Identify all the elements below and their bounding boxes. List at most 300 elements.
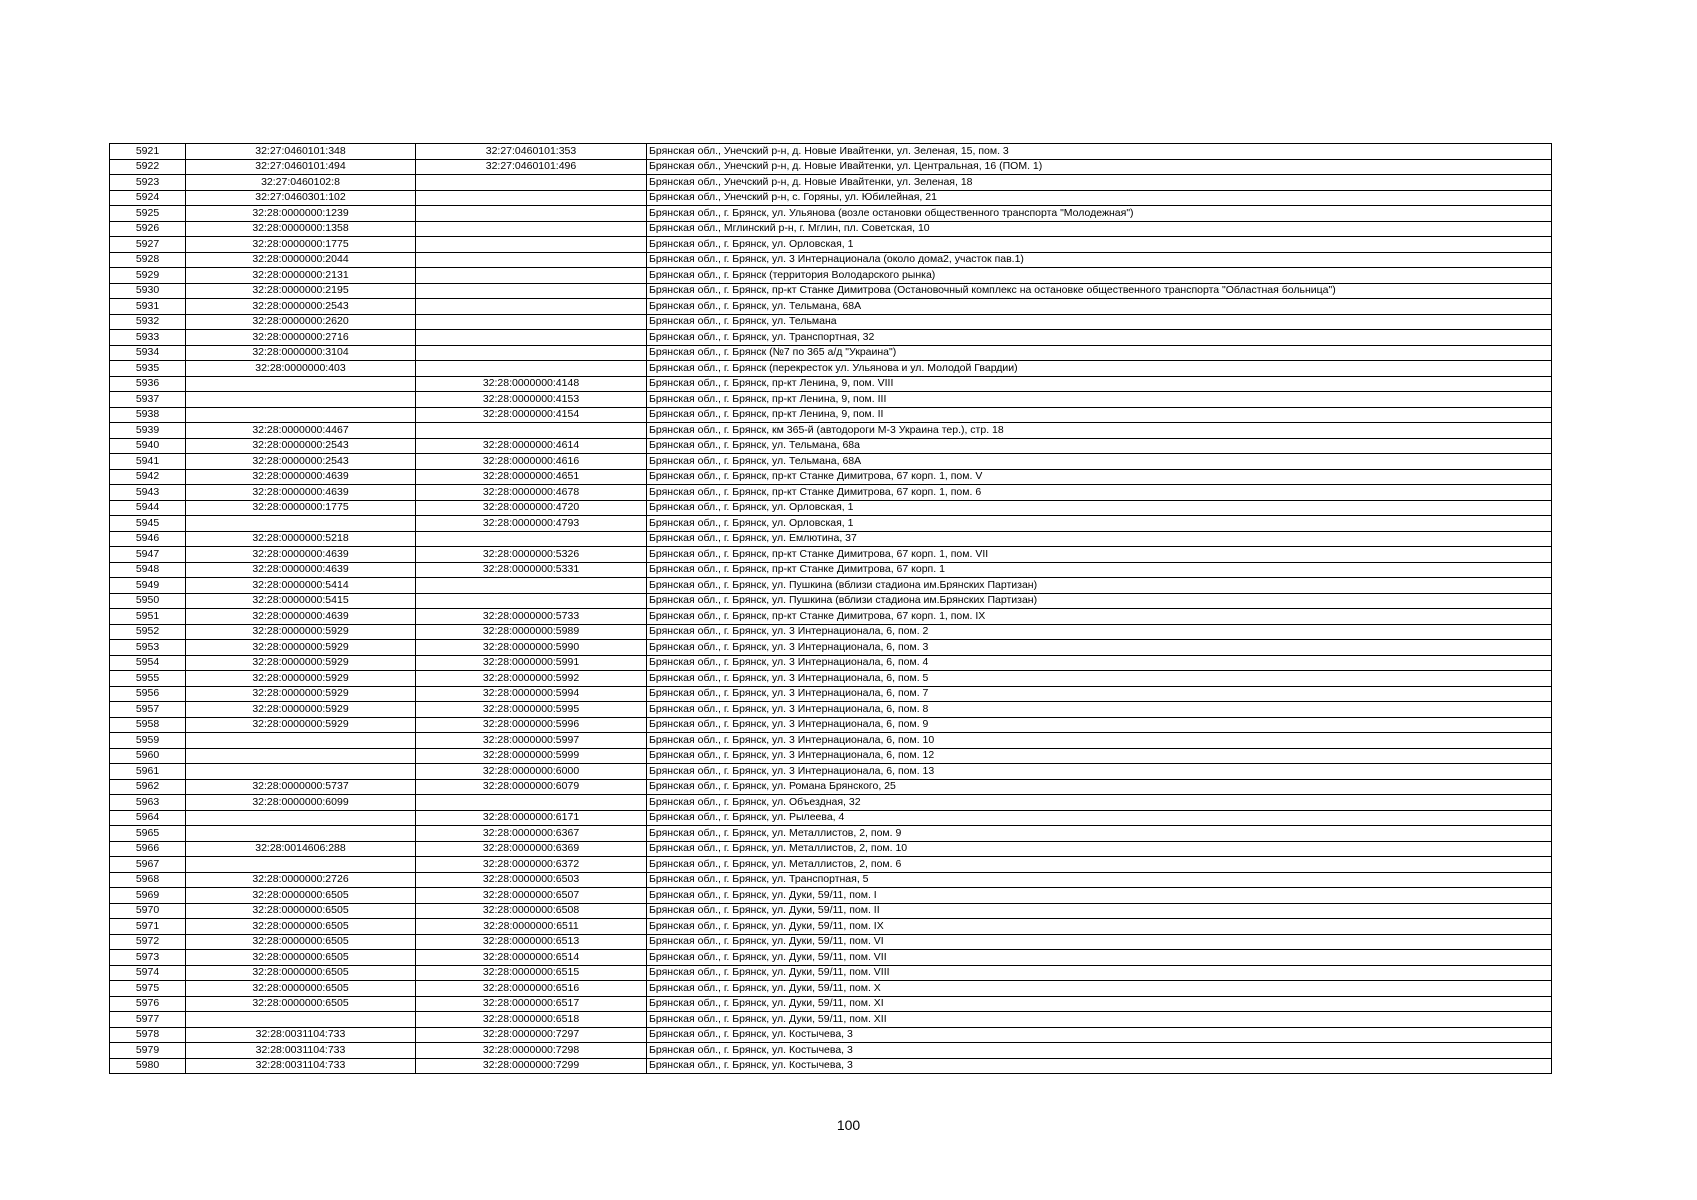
row-number-cell: 5925 bbox=[110, 206, 186, 222]
table-row bbox=[110, 345, 1552, 361]
cadastral-number-cell bbox=[186, 407, 416, 423]
table-row bbox=[110, 144, 1552, 160]
cadastral-number-cell: 32:28:0000000:4467 bbox=[186, 423, 416, 439]
address-cell: Брянская обл., г. Брянск, ул. Транспортная, 32 bbox=[647, 330, 1552, 346]
address-cell: Брянская обл., г. Брянск, ул. Емлютина, 37 bbox=[647, 531, 1552, 547]
table-row bbox=[110, 671, 1552, 687]
cadastral-number-cell: 32:28:0000000:2543 bbox=[186, 454, 416, 470]
row-number-cell: 5966 bbox=[110, 841, 186, 857]
row-number-cell: 5950 bbox=[110, 593, 186, 609]
table-row bbox=[110, 376, 1552, 392]
cadastral-number-cell: 32:28:0000000:5929 bbox=[186, 655, 416, 671]
table-row bbox=[110, 438, 1552, 454]
table-row bbox=[110, 237, 1552, 253]
table-row bbox=[110, 919, 1552, 935]
cadastral-number-cell: 32:28:0000000:5414 bbox=[186, 578, 416, 594]
cadastral-number-cell bbox=[186, 810, 416, 826]
address-cell: Брянская обл., г. Брянск, ул. 3 Интернационала, 6, пом. 9 bbox=[647, 717, 1552, 733]
object-cadastral-number-cell bbox=[416, 795, 647, 811]
table-row bbox=[110, 857, 1552, 873]
row-number-cell: 5968 bbox=[110, 872, 186, 888]
address-cell: Брянская обл., г. Брянск, ул. Дуки, 59/11, пом. II bbox=[647, 903, 1552, 919]
row-number-cell: 5924 bbox=[110, 190, 186, 206]
cadastral-number-cell: 32:28:0000000:6505 bbox=[186, 981, 416, 997]
row-number-cell: 5926 bbox=[110, 221, 186, 237]
cadastral-number-cell: 32:28:0000000:1775 bbox=[186, 237, 416, 253]
object-cadastral-number-cell: 32:27:0460101:353 bbox=[416, 144, 647, 160]
row-number-cell: 5934 bbox=[110, 345, 186, 361]
address-cell: Брянская обл., г. Брянск, пр-кт Ленина, 9, пом. VIII bbox=[647, 376, 1552, 392]
address-cell: Брянская обл., г. Брянск, ул. Орловская, 1 bbox=[647, 500, 1552, 516]
table-row bbox=[110, 1043, 1552, 1059]
row-number-cell: 5965 bbox=[110, 826, 186, 842]
object-cadastral-number-cell: 32:28:0000000:4793 bbox=[416, 516, 647, 532]
object-cadastral-number-cell: 32:28:0000000:6367 bbox=[416, 826, 647, 842]
table-row bbox=[110, 950, 1552, 966]
object-cadastral-number-cell: 32:28:0000000:6503 bbox=[416, 872, 647, 888]
table-row bbox=[110, 485, 1552, 501]
table-row bbox=[110, 423, 1552, 439]
object-cadastral-number-cell bbox=[416, 423, 647, 439]
cadastral-number-cell: 32:28:0000000:6505 bbox=[186, 903, 416, 919]
row-number-cell: 5930 bbox=[110, 283, 186, 299]
row-number-cell: 5953 bbox=[110, 640, 186, 656]
object-cadastral-number-cell bbox=[416, 299, 647, 315]
address-cell: Брянская обл., г. Брянск, ул. 3 Интернационала, 6, пом. 2 bbox=[647, 624, 1552, 640]
address-cell: Брянская обл., г. Брянск, ул. 3 Интернационала, 6, пом. 7 bbox=[647, 686, 1552, 702]
object-cadastral-number-cell: 32:28:0000000:5326 bbox=[416, 547, 647, 563]
cadastral-number-cell: 32:28:0000000:1239 bbox=[186, 206, 416, 222]
object-cadastral-number-cell: 32:28:0000000:4651 bbox=[416, 469, 647, 485]
table-row bbox=[110, 361, 1552, 377]
cadastral-number-cell: 32:28:0000000:6505 bbox=[186, 950, 416, 966]
cadastral-number-cell bbox=[186, 748, 416, 764]
row-number-cell: 5979 bbox=[110, 1043, 186, 1059]
object-cadastral-number-cell: 32:28:0000000:7298 bbox=[416, 1043, 647, 1059]
object-cadastral-number-cell: 32:28:0000000:4616 bbox=[416, 454, 647, 470]
object-cadastral-number-cell: 32:28:0000000:6514 bbox=[416, 950, 647, 966]
row-number-cell: 5923 bbox=[110, 175, 186, 191]
register-table-body bbox=[110, 144, 1552, 1074]
object-cadastral-number-cell bbox=[416, 531, 647, 547]
table-row bbox=[110, 965, 1552, 981]
address-cell: Брянская обл., г. Брянск, ул. Тельмана, 68А bbox=[647, 299, 1552, 315]
row-number-cell: 5955 bbox=[110, 671, 186, 687]
row-number-cell: 5957 bbox=[110, 702, 186, 718]
address-cell: Брянская обл., г. Брянск, пр-кт Ленина, 9, пом. II bbox=[647, 407, 1552, 423]
object-cadastral-number-cell: 32:28:0000000:4614 bbox=[416, 438, 647, 454]
row-number-cell: 5980 bbox=[110, 1058, 186, 1074]
object-cadastral-number-cell: 32:28:0000000:6372 bbox=[416, 857, 647, 873]
table-row bbox=[110, 175, 1552, 191]
table-row bbox=[110, 841, 1552, 857]
cadastral-number-cell bbox=[186, 857, 416, 873]
object-cadastral-number-cell bbox=[416, 221, 647, 237]
cadastral-number-cell: 32:27:0460101:494 bbox=[186, 159, 416, 175]
page-number: 100 bbox=[836, 1117, 861, 1133]
table-row bbox=[110, 562, 1552, 578]
address-cell: Брянская обл., г. Брянск, пр-кт Станке Димитрова, 67 корп. 1, пом. VII bbox=[647, 547, 1552, 563]
address-cell: Брянская обл., г. Брянск, пр-кт Станке Димитрова, 67 корп. 1, пом. IX bbox=[647, 609, 1552, 625]
object-cadastral-number-cell: 32:27:0460101:496 bbox=[416, 159, 647, 175]
cadastral-number-cell bbox=[186, 516, 416, 532]
table-row bbox=[110, 903, 1552, 919]
row-number-cell: 5941 bbox=[110, 454, 186, 470]
cadastral-number-cell bbox=[186, 826, 416, 842]
row-number-cell: 5971 bbox=[110, 919, 186, 935]
object-cadastral-number-cell bbox=[416, 237, 647, 253]
cadastral-number-cell: 32:28:0000000:5929 bbox=[186, 717, 416, 733]
address-cell: Брянская обл., Унечский р-н, д. Новые Ивайтенки, ул. Зеленая, 15, пом. 3 bbox=[647, 144, 1552, 160]
table-row bbox=[110, 392, 1552, 408]
address-cell: Брянская обл., г. Брянск, ул. 3 Интернационала, 6, пом. 3 bbox=[647, 640, 1552, 656]
address-cell: Брянская обл., г. Брянск, ул. Тельмана, 68а bbox=[647, 438, 1552, 454]
object-cadastral-number-cell bbox=[416, 330, 647, 346]
row-number-cell: 5970 bbox=[110, 903, 186, 919]
table-row bbox=[110, 810, 1552, 826]
table-row bbox=[110, 748, 1552, 764]
address-cell: Брянская обл., г. Брянск (территория Володарского рынка) bbox=[647, 268, 1552, 284]
address-cell: Брянская обл., г. Брянск, км 365-й (автодороги М-3 Украина тер.), стр. 18 bbox=[647, 423, 1552, 439]
address-cell: Брянская обл., г. Брянск, ул. Пушкина (вблизи стадиона им.Брянских Партизан) bbox=[647, 578, 1552, 594]
table-row bbox=[110, 702, 1552, 718]
table-row bbox=[110, 888, 1552, 904]
address-cell: Брянская обл., г. Брянск, пр-кт Станке Димитрова (Остановочный комплекс на остановке общественного транспорта "Областная больница") bbox=[647, 283, 1552, 299]
object-cadastral-number-cell: 32:28:0000000:6515 bbox=[416, 965, 647, 981]
address-cell: Брянская обл., г. Брянск, ул. Костычева, 3 bbox=[647, 1043, 1552, 1059]
table-row bbox=[110, 795, 1552, 811]
object-cadastral-number-cell: 32:28:0000000:4720 bbox=[416, 500, 647, 516]
row-number-cell: 5931 bbox=[110, 299, 186, 315]
cadastral-number-cell: 32:28:0000000:403 bbox=[186, 361, 416, 377]
table-row bbox=[110, 268, 1552, 284]
object-cadastral-number-cell bbox=[416, 283, 647, 299]
object-cadastral-number-cell: 32:28:0000000:4678 bbox=[416, 485, 647, 501]
address-cell: Брянская обл., г. Брянск, ул. Металлистов, 2, пом. 9 bbox=[647, 826, 1552, 842]
cadastral-number-cell: 32:28:0000000:2716 bbox=[186, 330, 416, 346]
row-number-cell: 5973 bbox=[110, 950, 186, 966]
row-number-cell: 5962 bbox=[110, 779, 186, 795]
row-number-cell: 5963 bbox=[110, 795, 186, 811]
table-row bbox=[110, 190, 1552, 206]
row-number-cell: 5949 bbox=[110, 578, 186, 594]
cadastral-number-cell: 32:28:0000000:2726 bbox=[186, 872, 416, 888]
address-cell: Брянская обл., г. Брянск, ул. Дуки, 59/11, пом. XII bbox=[647, 1012, 1552, 1028]
cadastral-number-cell: 32:28:0031104:733 bbox=[186, 1043, 416, 1059]
row-number-cell: 5922 bbox=[110, 159, 186, 175]
cadastral-number-cell bbox=[186, 376, 416, 392]
cadastral-number-cell: 32:28:0000000:2131 bbox=[186, 268, 416, 284]
cadastral-number-cell: 32:28:0000000:4639 bbox=[186, 547, 416, 563]
address-cell: Брянская обл., Унечский р-н, с. Горяны, ул. Юбилейная, 21 bbox=[647, 190, 1552, 206]
table-row bbox=[110, 283, 1552, 299]
address-cell: Брянская обл., г. Брянск, пр-кт Станке Димитрова, 67 корп. 1, пом. 6 bbox=[647, 485, 1552, 501]
cadastral-number-cell: 32:28:0000000:5929 bbox=[186, 640, 416, 656]
table-row bbox=[110, 500, 1552, 516]
property-register-table bbox=[109, 143, 1552, 1074]
object-cadastral-number-cell: 32:28:0000000:5999 bbox=[416, 748, 647, 764]
cadastral-number-cell: 32:27:0460101:348 bbox=[186, 144, 416, 160]
row-number-cell: 5921 bbox=[110, 144, 186, 160]
row-number-cell: 5960 bbox=[110, 748, 186, 764]
object-cadastral-number-cell: 32:28:0000000:5997 bbox=[416, 733, 647, 749]
address-cell: Брянская обл., Мглинский р-н, г. Мглин, пл. Советская, 10 bbox=[647, 221, 1552, 237]
cadastral-number-cell: 32:28:0000000:6505 bbox=[186, 888, 416, 904]
object-cadastral-number-cell: 32:28:0000000:7297 bbox=[416, 1027, 647, 1043]
row-number-cell: 5948 bbox=[110, 562, 186, 578]
cadastral-number-cell: 32:28:0000000:5415 bbox=[186, 593, 416, 609]
cadastral-number-cell: 32:28:0000000:5929 bbox=[186, 624, 416, 640]
object-cadastral-number-cell: 32:28:0000000:5995 bbox=[416, 702, 647, 718]
address-cell: Брянская обл., г. Брянск, ул. Дуки, 59/11, пом. VII bbox=[647, 950, 1552, 966]
address-cell: Брянская обл., г. Брянск, ул. Дуки, 59/11, пом. VIII bbox=[647, 965, 1552, 981]
table-row bbox=[110, 826, 1552, 842]
cadastral-number-cell: 32:28:0000000:3104 bbox=[186, 345, 416, 361]
row-number-cell: 5961 bbox=[110, 764, 186, 780]
address-cell: Брянская обл., г. Брянск, ул. Орловская, 1 bbox=[647, 237, 1552, 253]
object-cadastral-number-cell bbox=[416, 314, 647, 330]
row-number-cell: 5975 bbox=[110, 981, 186, 997]
table-row bbox=[110, 609, 1552, 625]
cadastral-number-cell: 32:28:0000000:6099 bbox=[186, 795, 416, 811]
address-cell: Брянская обл., г. Брянск, ул. Рылеева, 4 bbox=[647, 810, 1552, 826]
cadastral-number-cell bbox=[186, 392, 416, 408]
address-cell: Брянская обл., г. Брянск, ул. Тельмана bbox=[647, 314, 1552, 330]
cadastral-number-cell: 32:28:0000000:6505 bbox=[186, 934, 416, 950]
object-cadastral-number-cell: 32:28:0000000:6000 bbox=[416, 764, 647, 780]
row-number-cell: 5928 bbox=[110, 252, 186, 268]
object-cadastral-number-cell: 32:28:0000000:6517 bbox=[416, 996, 647, 1012]
table-row bbox=[110, 872, 1552, 888]
cadastral-number-cell bbox=[186, 733, 416, 749]
row-number-cell: 5959 bbox=[110, 733, 186, 749]
row-number-cell: 5951 bbox=[110, 609, 186, 625]
table-row bbox=[110, 624, 1552, 640]
cadastral-number-cell: 32:28:0000000:4639 bbox=[186, 485, 416, 501]
cadastral-number-cell: 32:28:0000000:5929 bbox=[186, 702, 416, 718]
address-cell: Брянская обл., г. Брянск, ул. 3 Интернационала, 6, пом. 5 bbox=[647, 671, 1552, 687]
table-row bbox=[110, 686, 1552, 702]
cadastral-number-cell: 32:28:0000000:2543 bbox=[186, 299, 416, 315]
address-cell: Брянская обл., г. Брянск, ул. Костычева, 3 bbox=[647, 1027, 1552, 1043]
address-cell: Брянская обл., г. Брянск, ул. Дуки, 59/11, пом. XI bbox=[647, 996, 1552, 1012]
object-cadastral-number-cell bbox=[416, 268, 647, 284]
row-number-cell: 5964 bbox=[110, 810, 186, 826]
object-cadastral-number-cell: 32:28:0000000:4148 bbox=[416, 376, 647, 392]
object-cadastral-number-cell: 32:28:0000000:7299 bbox=[416, 1058, 647, 1074]
cadastral-number-cell: 32:28:0000000:5929 bbox=[186, 686, 416, 702]
object-cadastral-number-cell: 32:28:0000000:6518 bbox=[416, 1012, 647, 1028]
cadastral-number-cell: 32:28:0031104:733 bbox=[186, 1027, 416, 1043]
table-row bbox=[110, 655, 1552, 671]
row-number-cell: 5958 bbox=[110, 717, 186, 733]
cadastral-number-cell: 32:28:0000000:2044 bbox=[186, 252, 416, 268]
row-number-cell: 5972 bbox=[110, 934, 186, 950]
table-row bbox=[110, 717, 1552, 733]
table-row bbox=[110, 252, 1552, 268]
address-cell: Брянская обл., г. Брянск, пр-кт Станке Димитрова, 67 корп. 1 bbox=[647, 562, 1552, 578]
address-cell: Брянская обл., Унечский р-н, д. Новые Ивайтенки, ул. Зеленая, 18 bbox=[647, 175, 1552, 191]
address-cell: Брянская обл., г. Брянск, ул. 3 Интернационала, 6, пом. 10 bbox=[647, 733, 1552, 749]
cadastral-number-cell bbox=[186, 764, 416, 780]
row-number-cell: 5969 bbox=[110, 888, 186, 904]
row-number-cell: 5945 bbox=[110, 516, 186, 532]
address-cell: Брянская обл., г. Брянск, ул. 3 Интернационала (около дома2, участок пав.1) bbox=[647, 252, 1552, 268]
cadastral-number-cell: 32:28:0000000:2620 bbox=[186, 314, 416, 330]
object-cadastral-number-cell: 32:28:0000000:6513 bbox=[416, 934, 647, 950]
row-number-cell: 5952 bbox=[110, 624, 186, 640]
address-cell: Брянская обл., г. Брянск, ул. Дуки, 59/11, пом. VI bbox=[647, 934, 1552, 950]
table-row bbox=[110, 640, 1552, 656]
object-cadastral-number-cell: 32:28:0000000:6516 bbox=[416, 981, 647, 997]
object-cadastral-number-cell: 32:28:0000000:5331 bbox=[416, 562, 647, 578]
table-row bbox=[110, 330, 1552, 346]
cadastral-number-cell: 32:28:0000000:1358 bbox=[186, 221, 416, 237]
object-cadastral-number-cell bbox=[416, 345, 647, 361]
table-row bbox=[110, 299, 1552, 315]
object-cadastral-number-cell: 32:28:0000000:6507 bbox=[416, 888, 647, 904]
row-number-cell: 5927 bbox=[110, 237, 186, 253]
object-cadastral-number-cell: 32:28:0000000:5992 bbox=[416, 671, 647, 687]
object-cadastral-number-cell bbox=[416, 175, 647, 191]
table-row bbox=[110, 578, 1552, 594]
address-cell: Брянская обл., г. Брянск, ул. Дуки, 59/11, пом. X bbox=[647, 981, 1552, 997]
table-row bbox=[110, 934, 1552, 950]
row-number-cell: 5935 bbox=[110, 361, 186, 377]
row-number-cell: 5940 bbox=[110, 438, 186, 454]
table-row bbox=[110, 516, 1552, 532]
object-cadastral-number-cell: 32:28:0000000:6369 bbox=[416, 841, 647, 857]
cadastral-number-cell: 32:28:0000000:2195 bbox=[186, 283, 416, 299]
object-cadastral-number-cell: 32:28:0000000:4153 bbox=[416, 392, 647, 408]
table-row bbox=[110, 159, 1552, 175]
object-cadastral-number-cell: 32:28:0000000:6079 bbox=[416, 779, 647, 795]
row-number-cell: 5932 bbox=[110, 314, 186, 330]
cadastral-number-cell: 32:28:0000000:1775 bbox=[186, 500, 416, 516]
cadastral-number-cell: 32:28:0031104:733 bbox=[186, 1058, 416, 1074]
object-cadastral-number-cell: 32:28:0000000:5733 bbox=[416, 609, 647, 625]
table-row bbox=[110, 314, 1552, 330]
object-cadastral-number-cell: 32:28:0000000:6171 bbox=[416, 810, 647, 826]
cadastral-number-cell: 32:28:0000000:5218 bbox=[186, 531, 416, 547]
cadastral-number-cell: 32:27:0460102:8 bbox=[186, 175, 416, 191]
address-cell: Брянская обл., г. Брянск, ул. Транспортная, 5 bbox=[647, 872, 1552, 888]
row-number-cell: 5946 bbox=[110, 531, 186, 547]
row-number-cell: 5978 bbox=[110, 1027, 186, 1043]
address-cell: Брянская обл., г. Брянск, ул. Дуки, 59/11, пом. I bbox=[647, 888, 1552, 904]
row-number-cell: 5947 bbox=[110, 547, 186, 563]
table-row bbox=[110, 547, 1552, 563]
address-cell: Брянская обл., г. Брянск, ул. 3 Интернационала, 6, пом. 12 bbox=[647, 748, 1552, 764]
row-number-cell: 5976 bbox=[110, 996, 186, 1012]
object-cadastral-number-cell: 32:28:0000000:5996 bbox=[416, 717, 647, 733]
row-number-cell: 5943 bbox=[110, 485, 186, 501]
row-number-cell: 5944 bbox=[110, 500, 186, 516]
address-cell: Брянская обл., г. Брянск, ул. 3 Интернационала, 6, пом. 8 bbox=[647, 702, 1552, 718]
address-cell: Брянская обл., г. Брянск, ул. Ульянова (возле остановки общественного транспорта "Молодежная") bbox=[647, 206, 1552, 222]
row-number-cell: 5938 bbox=[110, 407, 186, 423]
cadastral-number-cell bbox=[186, 1012, 416, 1028]
object-cadastral-number-cell: 32:28:0000000:6511 bbox=[416, 919, 647, 935]
address-cell: Брянская обл., г. Брянск (№7 по 365 а/д "Украина") bbox=[647, 345, 1552, 361]
address-cell: Брянская обл., г. Брянск, пр-кт Станке Димитрова, 67 корп. 1, пом. V bbox=[647, 469, 1552, 485]
address-cell: Брянская обл., г. Брянск, ул. Орловская, 1 bbox=[647, 516, 1552, 532]
address-cell: Брянская обл., г. Брянск, ул. 3 Интернационала, 6, пом. 13 bbox=[647, 764, 1552, 780]
address-cell: Брянская обл., г. Брянск, ул. Тельмана, 68А bbox=[647, 454, 1552, 470]
address-cell: Брянская обл., г. Брянск, ул. 3 Интернационала, 6, пом. 4 bbox=[647, 655, 1552, 671]
address-cell: Брянская обл., г. Брянск, ул. Объездная, 32 bbox=[647, 795, 1552, 811]
row-number-cell: 5974 bbox=[110, 965, 186, 981]
row-number-cell: 5967 bbox=[110, 857, 186, 873]
address-cell: Брянская обл., г. Брянск, пр-кт Ленина, 9, пом. III bbox=[647, 392, 1552, 408]
row-number-cell: 5933 bbox=[110, 330, 186, 346]
table-row bbox=[110, 593, 1552, 609]
object-cadastral-number-cell bbox=[416, 206, 647, 222]
table-row bbox=[110, 531, 1552, 547]
table-row bbox=[110, 1058, 1552, 1074]
object-cadastral-number-cell bbox=[416, 361, 647, 377]
object-cadastral-number-cell: 32:28:0000000:6508 bbox=[416, 903, 647, 919]
row-number-cell: 5942 bbox=[110, 469, 186, 485]
cadastral-number-cell: 32:28:0014606:288 bbox=[186, 841, 416, 857]
table-row bbox=[110, 764, 1552, 780]
table-row bbox=[110, 454, 1552, 470]
object-cadastral-number-cell bbox=[416, 190, 647, 206]
object-cadastral-number-cell: 32:28:0000000:5989 bbox=[416, 624, 647, 640]
object-cadastral-number-cell bbox=[416, 252, 647, 268]
table-row bbox=[110, 221, 1552, 237]
cadastral-number-cell: 32:28:0000000:5929 bbox=[186, 671, 416, 687]
table-row bbox=[110, 407, 1552, 423]
address-cell: Брянская обл., г. Брянск, ул. Дуки, 59/11, пом. IX bbox=[647, 919, 1552, 935]
cadastral-number-cell: 32:27:0460301:102 bbox=[186, 190, 416, 206]
cadastral-number-cell: 32:28:0000000:4639 bbox=[186, 469, 416, 485]
object-cadastral-number-cell: 32:28:0000000:5991 bbox=[416, 655, 647, 671]
object-cadastral-number-cell bbox=[416, 593, 647, 609]
cadastral-number-cell: 32:28:0000000:6505 bbox=[186, 919, 416, 935]
table-row bbox=[110, 996, 1552, 1012]
cadastral-number-cell: 32:28:0000000:6505 bbox=[186, 996, 416, 1012]
row-number-cell: 5956 bbox=[110, 686, 186, 702]
address-cell: Брянская обл., г. Брянск, ул. Пушкина (вблизи стадиона им.Брянских Партизан) bbox=[647, 593, 1552, 609]
address-cell: Брянская обл., Унечский р-н, д. Новые Ивайтенки, ул. Центральная, 16 (ПОМ. 1) bbox=[647, 159, 1552, 175]
address-cell: Брянская обл., г. Брянск, ул. Металлистов, 2, пом. 6 bbox=[647, 857, 1552, 873]
object-cadastral-number-cell: 32:28:0000000:4154 bbox=[416, 407, 647, 423]
cadastral-number-cell: 32:28:0000000:4639 bbox=[186, 562, 416, 578]
address-cell: Брянская обл., г. Брянск, ул. Металлистов, 2, пом. 10 bbox=[647, 841, 1552, 857]
address-cell: Брянская обл., г. Брянск, ул. Костычева, 3 bbox=[647, 1058, 1552, 1074]
table-row bbox=[110, 779, 1552, 795]
row-number-cell: 5977 bbox=[110, 1012, 186, 1028]
table-row bbox=[110, 981, 1552, 997]
table-row bbox=[110, 469, 1552, 485]
row-number-cell: 5939 bbox=[110, 423, 186, 439]
row-number-cell: 5929 bbox=[110, 268, 186, 284]
table-row bbox=[110, 206, 1552, 222]
table-row bbox=[110, 1027, 1552, 1043]
object-cadastral-number-cell bbox=[416, 578, 647, 594]
cadastral-number-cell: 32:28:0000000:5737 bbox=[186, 779, 416, 795]
table-row bbox=[110, 733, 1552, 749]
object-cadastral-number-cell: 32:28:0000000:5990 bbox=[416, 640, 647, 656]
row-number-cell: 5936 bbox=[110, 376, 186, 392]
cadastral-number-cell: 32:28:0000000:4639 bbox=[186, 609, 416, 625]
row-number-cell: 5937 bbox=[110, 392, 186, 408]
table-row bbox=[110, 1012, 1552, 1028]
row-number-cell: 5954 bbox=[110, 655, 186, 671]
object-cadastral-number-cell: 32:28:0000000:5994 bbox=[416, 686, 647, 702]
cadastral-number-cell: 32:28:0000000:6505 bbox=[186, 965, 416, 981]
